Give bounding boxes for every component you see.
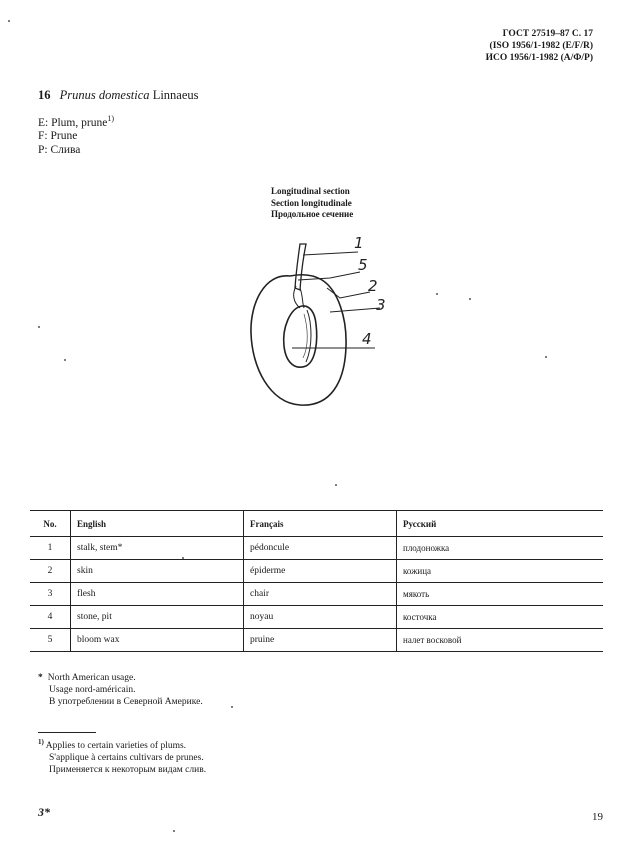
footnote-1-marker: 1) (38, 738, 44, 746)
cell-russian: плодоножка (397, 537, 604, 560)
cell-no: 4 (47, 612, 53, 622)
header-iso: (ISO 1956/1-1982 (E/F/R) (489, 41, 593, 51)
table-row (30, 629, 603, 652)
footnote-star-ru: В употреблении в Северной Америке. (49, 697, 203, 707)
header-iso-ru: ИСО 1956/1-1982 (А/Ф/Р) (485, 53, 593, 63)
signature-mark: 3* (38, 805, 50, 819)
cell-french: pédoncule (244, 537, 397, 560)
cell-french: chair (244, 583, 397, 606)
footnote-star-fr: Usage nord-américain. (49, 685, 136, 695)
cell-english: bloom wax (71, 629, 244, 652)
col-header-french: Français (244, 511, 397, 537)
caption-fr: Section longitudinale (271, 197, 352, 208)
name-russian: P: Слива (38, 143, 81, 156)
caption-en: Longitudinal section (271, 186, 350, 196)
terms-table (30, 510, 603, 652)
cell-english: skin (71, 560, 244, 583)
table-row (30, 560, 603, 583)
figure-label-4: 4 (362, 330, 372, 348)
scan-speck (173, 830, 175, 832)
scan-speck (436, 293, 438, 295)
figure-caption (271, 186, 353, 221)
header-gost: ГОСТ 27519–87 С. 17 (502, 29, 593, 39)
figure-label-2: 2 (368, 277, 378, 295)
scan-speck (64, 359, 66, 361)
stone (284, 306, 317, 367)
figure-label-1: 1 (354, 234, 364, 252)
scan-speck (8, 20, 10, 22)
entry-title (38, 88, 199, 103)
cell-no: 2 (47, 566, 53, 576)
plum-section-figure (230, 228, 400, 413)
footnote-1-ru: Применяется к некоторым видам слив. (49, 765, 207, 776)
footnote-star (38, 672, 203, 708)
cell-russian: налет восковой (397, 629, 604, 652)
col-header-russian: Русский (397, 511, 604, 537)
footnote-1-en: Applies to certain varieties of plums. (45, 741, 187, 752)
scan-speck (182, 557, 184, 559)
fruit-outline (251, 275, 346, 405)
stalk (295, 244, 306, 290)
scan-speck (545, 356, 547, 358)
cell-russian: косточка (397, 606, 604, 629)
cell-french: noyau (244, 606, 397, 629)
cell-english: flesh (71, 583, 244, 606)
table-row (30, 583, 603, 606)
table-header-row (30, 511, 603, 537)
cell-english: stone, pit (71, 606, 244, 629)
footnote-star-marker: * (38, 673, 43, 683)
caption-ru: Продольное сечение (271, 209, 354, 219)
figure-label-5: 5 (358, 256, 368, 274)
col-header-english: English (71, 511, 244, 537)
common-names (38, 112, 114, 157)
page-number: 19 (592, 811, 603, 823)
cell-russian: кожица (397, 560, 604, 583)
scan-speck (469, 298, 471, 300)
cell-french: épiderme (244, 560, 397, 583)
cell-russian: мякоть (397, 583, 604, 606)
footnote-star-en: North American usage. (47, 673, 136, 683)
figure-label-3: 3 (376, 296, 386, 314)
col-header-no: No. (43, 518, 57, 529)
scan-speck (38, 326, 40, 328)
document-header (486, 28, 593, 64)
footnote-1-fr: S'applique à certains cultivars de prunes. (49, 753, 204, 764)
scan-speck (335, 484, 337, 486)
cell-no: 3 (47, 589, 53, 599)
scan-speck (231, 706, 233, 708)
footnote-ref: 1) (107, 114, 114, 123)
name-english: E: Plum, prune$^{1)}$ (38, 114, 114, 129)
table-row (30, 606, 603, 629)
cell-french: pruine (244, 629, 397, 652)
entry-number: 16 (38, 88, 51, 102)
species-name: Prunus domestica (59, 88, 150, 102)
cell-no: 5 (47, 635, 53, 645)
table-row (30, 537, 603, 560)
footnote-divider (38, 732, 96, 733)
name-french: F: Prune (38, 130, 78, 143)
cell-english: stalk, stem* (71, 537, 244, 560)
cell-no: 1 (47, 543, 53, 553)
species-author: Linnaeus (152, 88, 199, 102)
footnote-1 (38, 736, 206, 776)
